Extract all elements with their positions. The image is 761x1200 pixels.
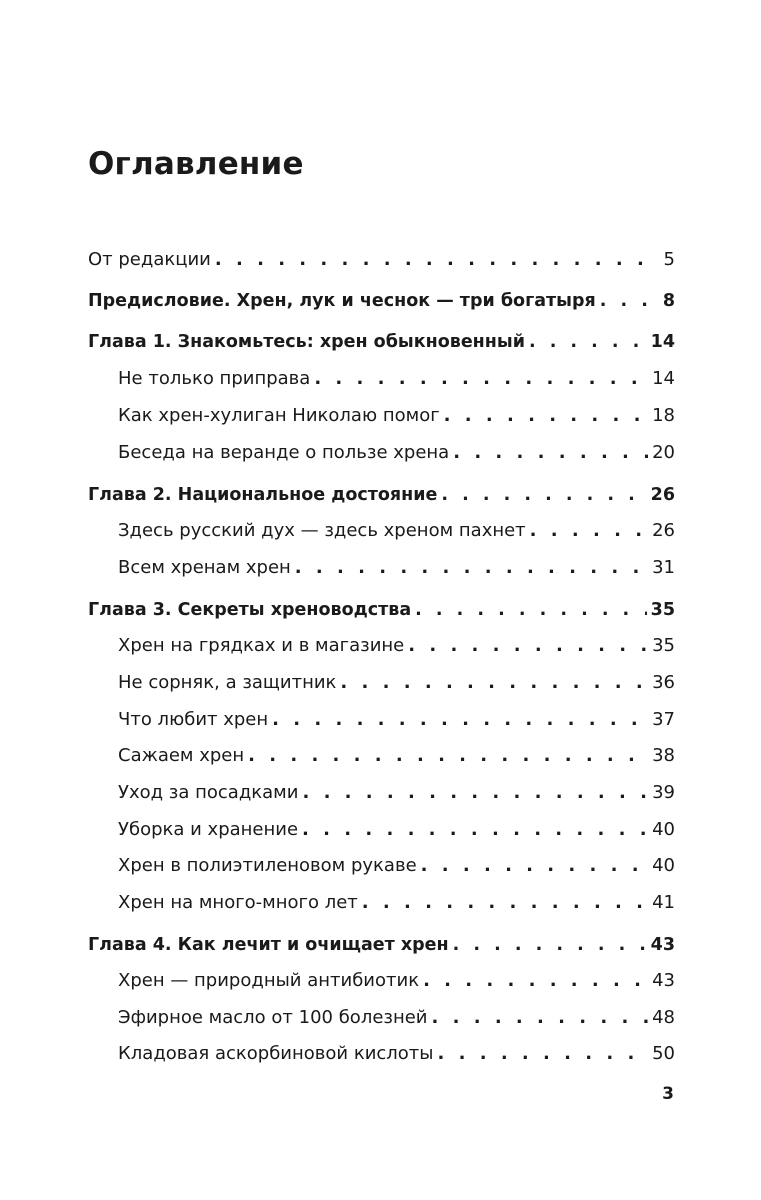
dot-leader	[453, 440, 648, 466]
toc-entry-section[interactable]	[88, 743, 675, 769]
toc-entry-page: 37	[652, 709, 675, 730]
toc-entry-label: Уборка и хранение	[118, 819, 299, 840]
toc-entry-label: Эфирное масло от 100 болезней	[118, 1007, 428, 1028]
dot-leader	[415, 597, 646, 623]
toc-entry-section[interactable]	[88, 518, 675, 544]
dot-leader	[530, 518, 648, 544]
toc-entry-page: 20	[652, 442, 675, 463]
toc-entry-section[interactable]	[88, 780, 675, 806]
toc-entry-page: 14	[652, 368, 675, 389]
dot-leader	[314, 366, 648, 392]
toc-entry-label: Предисловие. Хрен, лук и чеснок — три богатыря	[88, 291, 596, 311]
dot-leader	[295, 555, 648, 581]
dot-leader	[362, 890, 648, 916]
toc-entry-section[interactable]	[88, 853, 675, 879]
toc-entry-label: Хрен на грядках и в магазине	[118, 635, 405, 656]
toc-entry-page: 48	[652, 1007, 675, 1028]
toc-entry-chapter-2[interactable]	[88, 482, 675, 508]
toc-entry-label: Беседа на веранде о пользе хрена	[118, 442, 450, 463]
toc-entry-label: Не сорняк, а защитник	[118, 672, 337, 693]
toc-entry-section[interactable]	[88, 968, 675, 994]
toc-entry-page: 43	[652, 970, 675, 991]
page-title: Оглавление	[88, 146, 304, 182]
toc-entry-section[interactable]	[88, 1041, 675, 1067]
toc-entry-section[interactable]	[88, 890, 675, 916]
dot-leader	[302, 780, 648, 806]
toc-entry-page: 38	[652, 745, 675, 766]
dot-leader	[441, 482, 646, 508]
toc-entry-page: 40	[652, 855, 675, 876]
toc-entry-page: 35	[650, 600, 675, 620]
toc-entry-page: 5	[663, 249, 675, 270]
toc-entry-label: Хрен в полиэтиленовом рукаве	[118, 855, 417, 876]
toc-entry-chapter-1[interactable]	[88, 329, 675, 355]
toc-entry-label: Глава 1. Знакомьтесь: хрен обыкновенный	[88, 332, 525, 352]
dot-leader	[438, 1041, 649, 1067]
dot-leader	[444, 403, 648, 429]
toc-entry-label: Уход за посадками	[118, 782, 299, 803]
toc-entry-label: Глава 4. Как лечит и очищает хрен	[88, 935, 449, 955]
toc-entry-page: 31	[652, 557, 675, 578]
toc-entry-label: Хрен на много-много лет	[118, 892, 358, 913]
toc-entry-label: Глава 3. Секреты хреноводства	[88, 600, 412, 620]
dot-leader	[432, 1005, 649, 1031]
dot-leader	[272, 707, 648, 733]
toc-entry-section[interactable]	[88, 670, 675, 696]
toc-entry-label: Здесь русский дух — здесь хреном пахнет	[118, 520, 526, 541]
toc-entry-label: Кладовая аскорбиновой кислоты	[118, 1043, 434, 1064]
toc-entry-page: 50	[652, 1043, 675, 1064]
toc-entry-page: 43	[650, 935, 675, 955]
toc-entry-label: Что любит хрен	[118, 709, 269, 730]
toc-entry-page: 26	[650, 485, 675, 505]
toc-entry-section[interactable]	[88, 1005, 675, 1031]
toc-entry-section[interactable]	[88, 555, 675, 581]
dot-leader	[248, 743, 648, 769]
toc-entry-page: 14	[650, 332, 675, 352]
dot-leader	[302, 817, 648, 843]
toc-entry-page: 35	[652, 635, 675, 656]
toc-entry-page: 39	[652, 782, 675, 803]
toc-entry-preface[interactable]	[88, 288, 675, 314]
toc-entry-page: 36	[652, 672, 675, 693]
dot-leader	[421, 853, 648, 879]
dot-leader	[453, 932, 647, 958]
toc-entry-chapter-4[interactable]	[88, 932, 675, 958]
toc-entry-label: Всем хренам хрен	[118, 557, 291, 578]
toc-entry-section[interactable]	[88, 440, 675, 466]
toc-entry-section[interactable]	[88, 366, 675, 392]
toc-entry-section[interactable]	[88, 817, 675, 843]
toc-entry-label: Глава 2. Национальное достояние	[88, 485, 438, 505]
toc-entry-section[interactable]	[88, 707, 675, 733]
toc-entry-section[interactable]	[88, 403, 675, 429]
toc-entry-label: Не только приправа	[118, 368, 311, 389]
dot-leader	[600, 288, 649, 314]
toc-entry-label: Хрен — природный антибиотик	[118, 970, 420, 991]
dot-leader	[215, 247, 649, 273]
toc-entry-section[interactable]	[88, 633, 675, 659]
dot-leader	[423, 968, 648, 994]
toc-entry-label: Как хрен-хулиган Николаю помог	[118, 405, 440, 426]
toc-entry-chapter-3[interactable]	[88, 597, 675, 623]
toc-entry-page: 40	[652, 819, 675, 840]
toc-entry-page: 8	[662, 291, 675, 311]
toc-entry-page: 41	[652, 892, 675, 913]
dot-leader	[529, 329, 647, 355]
toc-entry-label: От редакции	[88, 249, 211, 270]
toc-entry-editorial[interactable]	[88, 247, 675, 273]
page-number: 3	[662, 1084, 674, 1104]
toc-entry-page: 26	[652, 520, 675, 541]
dot-leader	[408, 633, 648, 659]
toc-entry-label: Сажаем хрен	[118, 745, 245, 766]
toc-entry-page: 18	[652, 405, 675, 426]
dot-leader	[340, 670, 648, 696]
